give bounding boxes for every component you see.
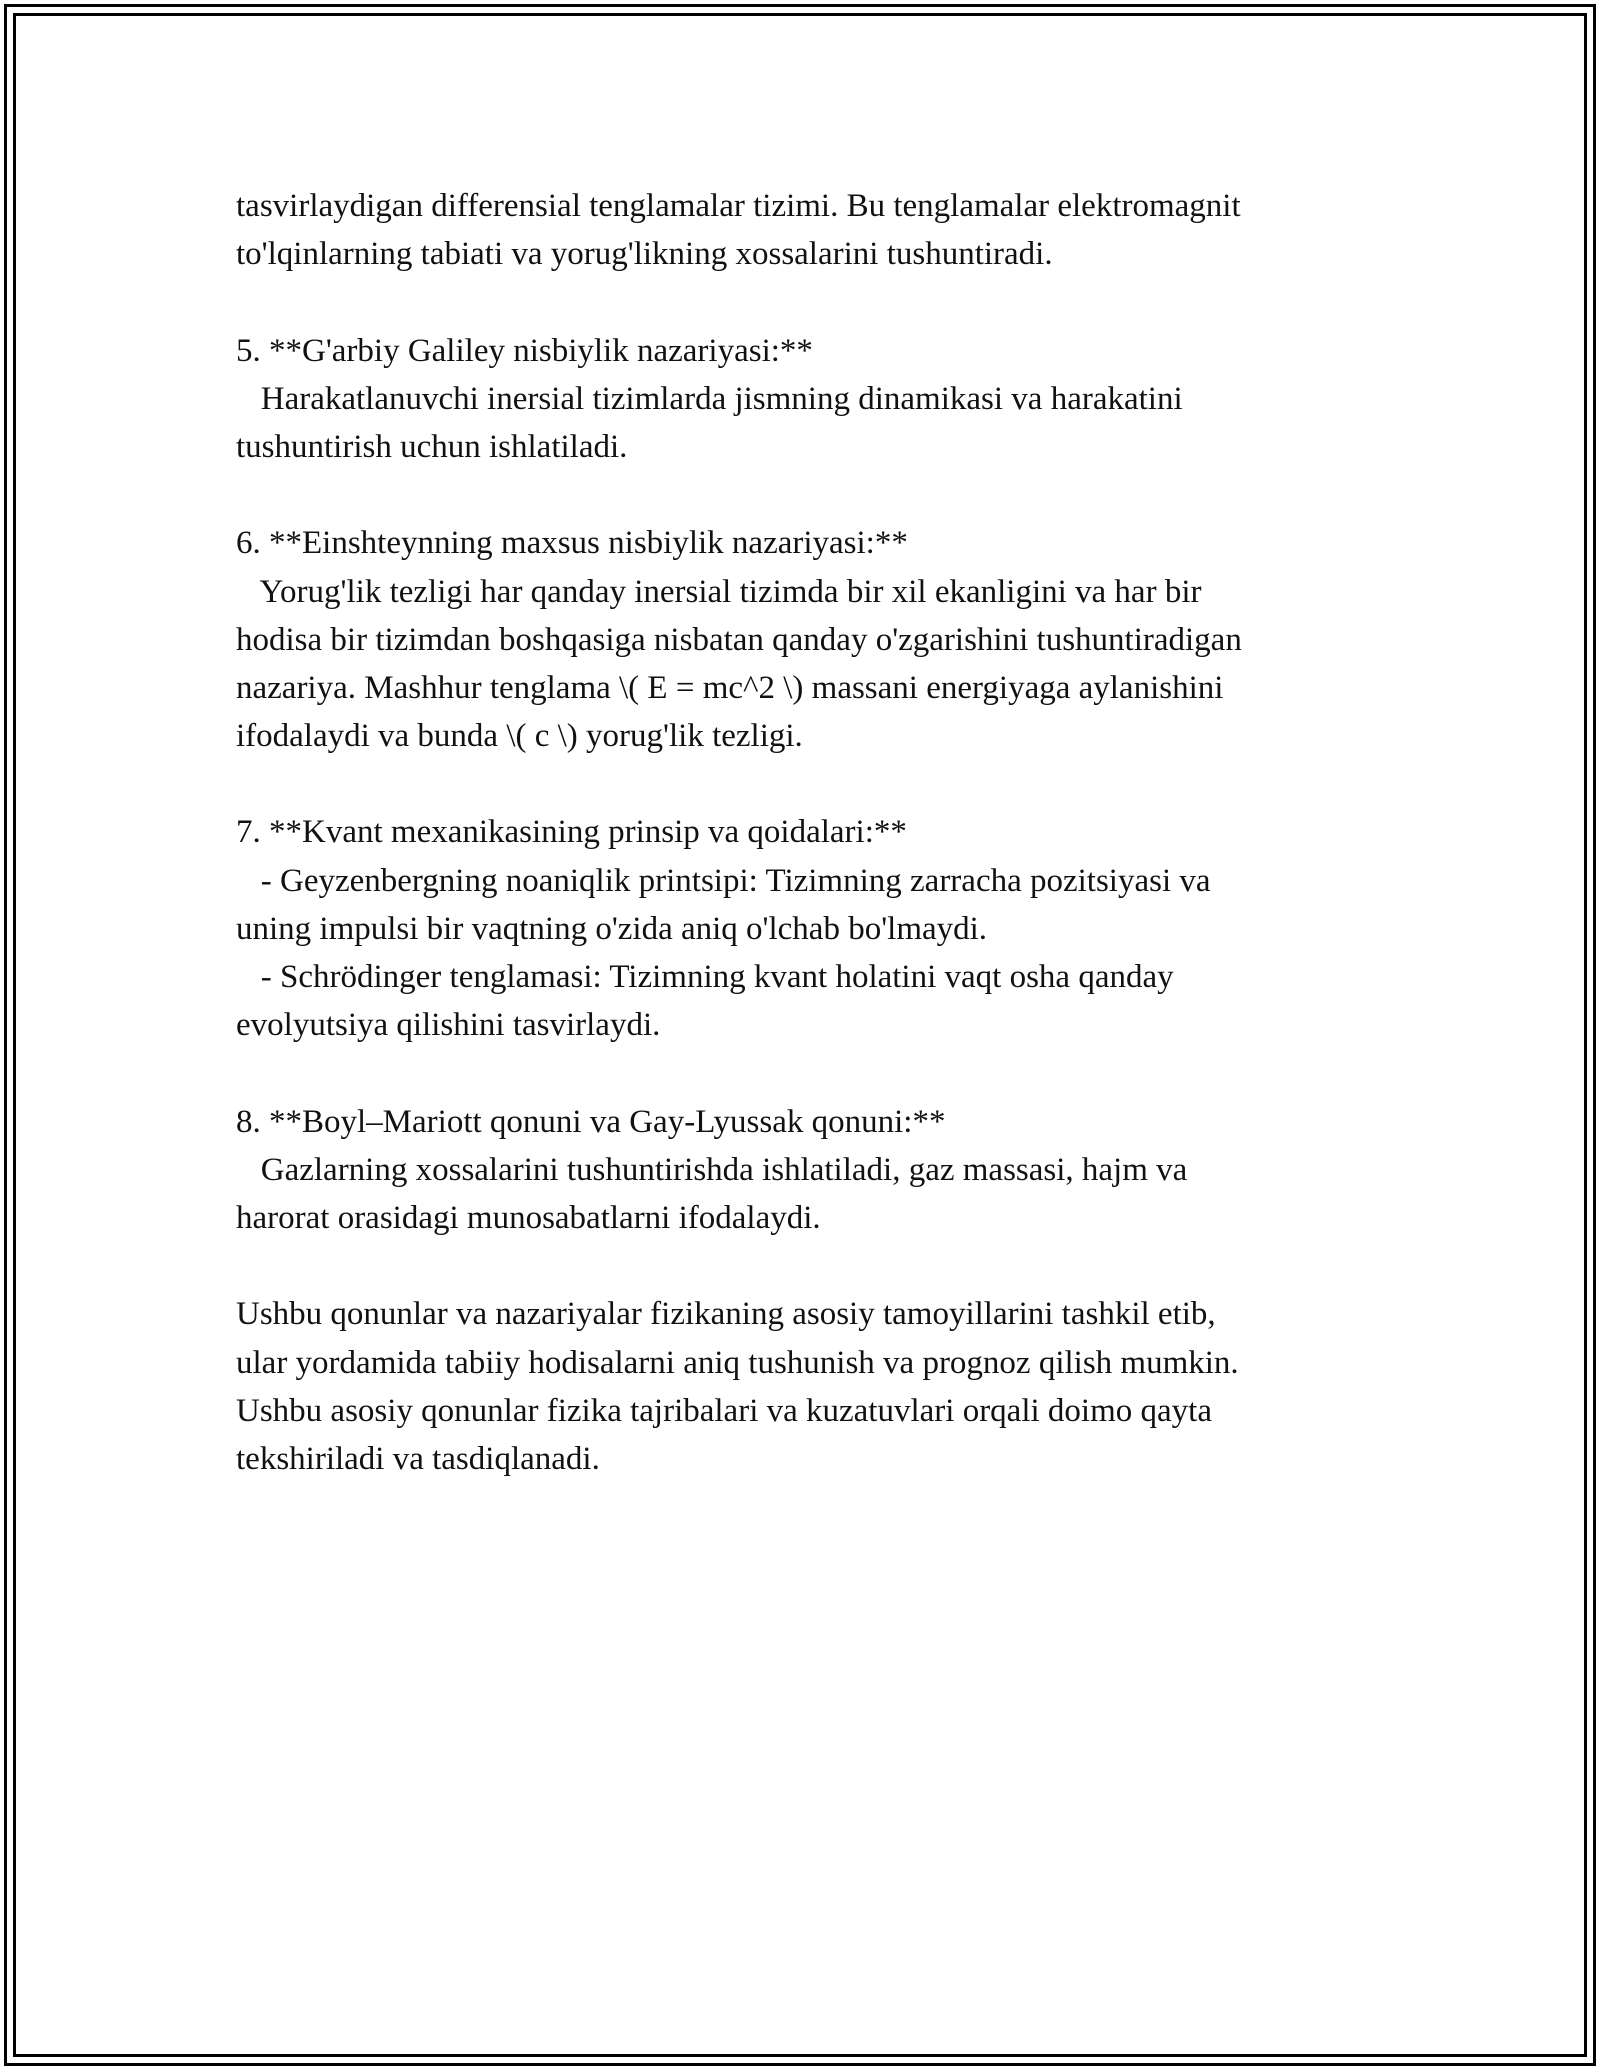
paragraph-spacer [236, 278, 1396, 326]
text-line: Harakatlanuvchi inersial tizimlarda jismning dinamikasi va harakatini [236, 380, 1183, 417]
text-line: Ushbu asosiy qonunlar fizika tajribalari va kuzatuvlari orqali doimo qayta [236, 1392, 1212, 1429]
text-line: nazariya. Mashhur tenglama \( E = mc^2 \) massani energiyaga aylanishini [236, 669, 1224, 706]
text-line: ifodalaydi va bunda \( c \) yorug'lik tezligi. [236, 718, 803, 755]
text-line: ular yordamida tabiiy hodisalarni aniq tushunish va prognoz qilish mumkin. [236, 1344, 1239, 1381]
paragraph-spacer [236, 1242, 1396, 1290]
paragraph-spacer [236, 471, 1396, 519]
text-line: Yorug'lik tezligi har qanday inersial tizimda bir xil ekanligini va har bir [236, 573, 1202, 610]
text-line: tushuntirish uchun ishlatiladi. [236, 428, 628, 465]
section-8 [236, 1098, 1396, 1243]
document-body [236, 182, 1396, 1483]
section-6 [236, 519, 1396, 760]
section-heading: 5. **G'arbiy Galiley nisbiylik nazariyasi:** [236, 332, 813, 369]
conclusion-paragraph [236, 1290, 1396, 1483]
text-line: Ushbu qonunlar va nazariyalar fizikaning asosiy tamoyillarini tashkil etib, [236, 1296, 1216, 1333]
intro-paragraph [236, 182, 1396, 278]
section-heading: 6. **Einshteynning maxsus nisbiylik nazariyasi:** [236, 525, 908, 562]
text-line: hodisa bir tizimdan boshqasiga nisbatan qanday o'zgarishini tushuntiradigan [236, 621, 1242, 658]
text-line: - Geyzenbergning noaniqlik printsipi: Tizimning zarracha pozitsiyasi va [236, 862, 1211, 899]
section-heading: 7. **Kvant mexanikasining prinsip va qoidalari:** [236, 814, 907, 851]
section-7 [236, 808, 1396, 1049]
section-5 [236, 327, 1396, 472]
text-line: to'lqinlarning tabiati va yorug'likning xossalarini tushuntiradi. [236, 236, 1053, 273]
text-line: - Schrödinger tenglamasi: Tizimning kvant holatini vaqt osha qanday [236, 959, 1174, 995]
paragraph-spacer [236, 1049, 1396, 1097]
text-line: Gazlarning xossalarini tushuntirishda ishlatiladi, gaz massasi, hajm va [236, 1151, 1188, 1188]
text-line: evolyutsiya qilishini tasvirlaydi. [236, 1007, 661, 1044]
text-line: tekshiriladi va tasdiqlanadi. [236, 1440, 600, 1477]
section-heading: 8. **Boyl–Mariott qonuni va Gay-Lyussak qonuni:** [236, 1103, 946, 1140]
text-line: harorat orasidagi munosabatlarni ifodalaydi. [236, 1199, 821, 1236]
text-line: uning impulsi bir vaqtning o'zida aniq o'lchab bo'lmaydi. [236, 910, 988, 947]
paragraph-spacer [236, 760, 1396, 808]
text-line: tasvirlaydigan differensial tenglamalar tizimi. Bu tenglamalar elektromagnit [236, 188, 1241, 224]
